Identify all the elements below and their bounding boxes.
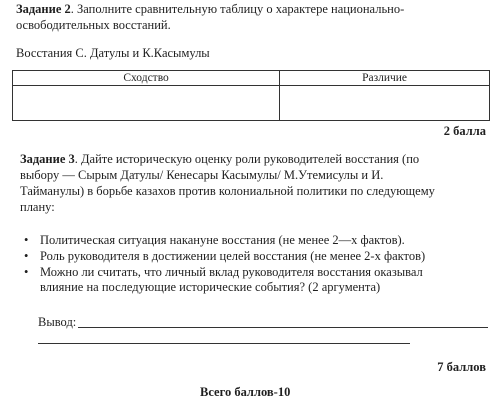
task2-score: 2 балла [443,124,486,138]
task2-label: Задание 2 [16,2,71,16]
plan-point-1: Политическая ситуация накануне восстания (не менее 2—х фактов). [40,233,405,247]
bullet-icon: • [24,265,29,279]
task2-subtitle: Восстания С. Датулы и К.Касымулы [16,46,210,60]
task3-instruction-line3: Тайманулы) в борьбе казахов против колониальной политики по следующему [20,184,435,198]
task3-score: 7 баллов [437,360,486,374]
conclusion-answer-line-1[interactable] [78,327,488,328]
task3-instruction-line2: выбору — Сырым Датулы/ Кенесары Касымулы/ М.Утемисулы и И. [20,168,384,182]
task3-plan-list [22,233,492,296]
list-item [22,249,492,264]
task2-instruction-line1 [16,2,404,17]
task3-text-1: . Дайте историческую оценку роли руководителей восстания (по [74,152,420,166]
bullet-icon: • [24,249,29,263]
plan-point-3-line2: влияние на последующие исторические события? (2 аргумента) [40,280,381,294]
comparison-table [12,70,490,121]
list-item [22,233,492,248]
conclusion-answer-line-2[interactable] [38,343,410,344]
task2-text-1: . Заполните сравнительную таблицу о характере национально- [70,2,405,16]
header-difference: Различие [280,71,490,86]
table-row [13,86,490,121]
cell-difference[interactable] [280,86,490,121]
list-item [22,265,492,295]
task2-instruction-line2: освободительных восстаний. [16,18,171,32]
task3-instruction-line1 [20,152,419,167]
cell-similarity[interactable] [13,86,280,121]
bullet-icon: • [24,233,29,247]
plan-point-3-line1: Можно ли считать, что личный вклад руководителя восстания оказывал [40,265,423,279]
conclusion-label: Вывод: [38,315,77,329]
table-header-row [13,71,490,86]
plan-point-2: Роль руководителя в достижении целей восстания (не менее 2-х фактов) [40,249,426,263]
task3-label: Задание 3 [20,152,75,166]
task3-instruction-line4: плану: [20,200,55,214]
header-similarity: Сходство [13,71,280,86]
total-score: Всего баллов-10 [200,385,291,399]
